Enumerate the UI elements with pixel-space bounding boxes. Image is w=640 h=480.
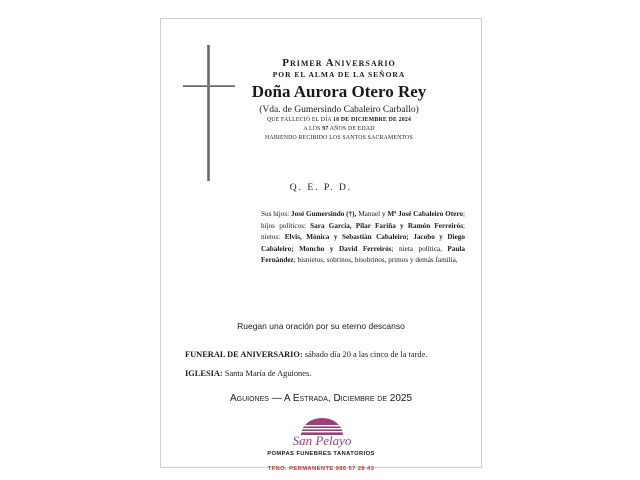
deceased-name: Doña Aurora Otero Rey [251,82,427,101]
anniversary-title: Primer Aniversario [282,57,396,69]
death-date-line: QUE FALLECIÓ EL DÍA 18 DE DICIEMBRE DE 2024 [266,117,412,123]
funeral-home-phone: TFNO. PERMANENTE 986 57 28 43 [267,466,375,472]
widow-of-line: (Vda. de Gumersindo Cabaleiro Carballo) [259,105,419,115]
church-line: IGLESIA: Santa María de Aguiones. [185,369,312,378]
funeral-home-name: San Pelayo [292,433,352,448]
cross-icon [207,45,210,181]
obituary-header [239,57,439,143]
funeral-line: FUNERAL DE ANIVERSARIO: sábado día 20 a las cinco de la tarde. [185,350,428,359]
funeral-home-logo [287,415,357,453]
funeral-home-subtitle: POMPAS FUNEBRES TANATORIOS [267,451,375,457]
family-paragraph: Sus hijos: José Gumersindo (†), Manuel y Mª José Cabaleiro Otero; hijos políticos: Sara García, Pilar Fariña y Ramón Ferreirós; nietos: Elvis, Mónica y Sebastián Cabaleiro; Jacobo y Diego Cabaleiro; Moncho y David Ferreirós; nieta política, Paula Fernández; bisnietos, sobrinos, bisobrinos, primos y demás familia, [261,210,466,265]
cross-icon-bar [183,85,235,87]
age-line: A LOS 97 AÑOS DE EDAD [303,126,375,132]
alma-line: POR EL ALMA DE LA SEÑORA [272,70,406,79]
prayer-request: Ruegan una oración por su eterno descanso [237,321,405,331]
sacraments-line: HABIENDO RECIBIDO LOS SANTOS SACRAMENTOS [265,135,413,141]
qepd: Q. E. P. D. [289,183,353,193]
place-date: Aguiones — A Estrada, Diciembre de 2025 [229,393,413,404]
obituary-card [160,18,482,472]
